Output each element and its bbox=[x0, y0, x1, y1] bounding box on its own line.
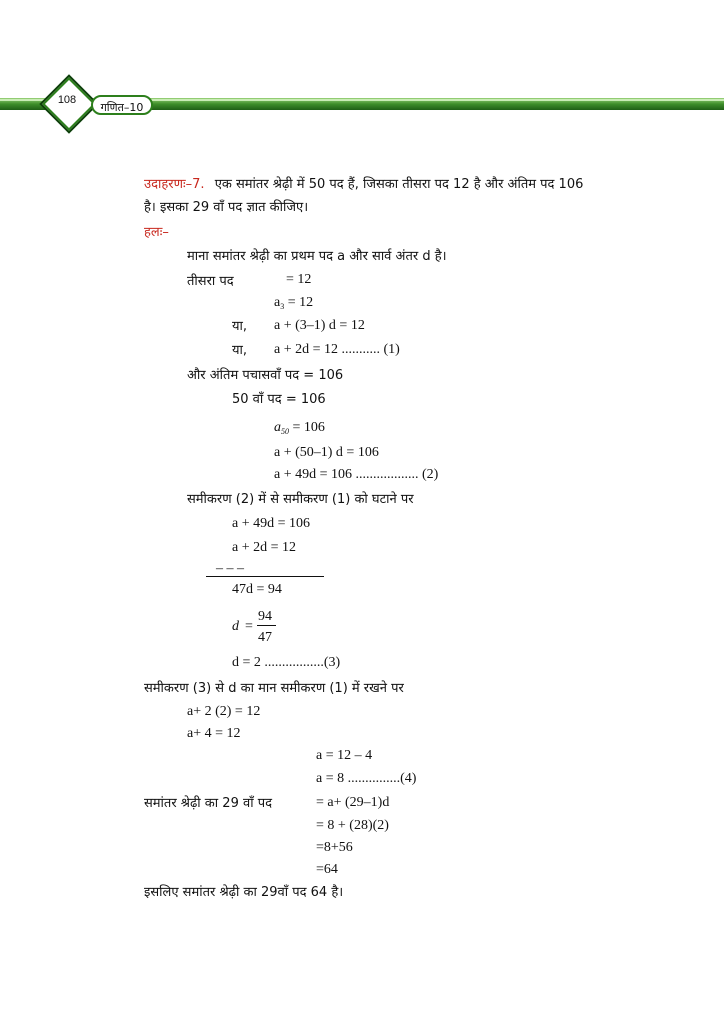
a50-subscript: 50 bbox=[281, 427, 289, 436]
third-term-value: = 12 bbox=[286, 272, 312, 287]
subtraction-result: 47d = 94 bbox=[232, 582, 282, 597]
subtraction-row-1: a + 49d = 106 bbox=[232, 516, 311, 531]
equation-a3 bbox=[274, 296, 313, 311]
third-term-label: तीसरा पद bbox=[187, 274, 234, 289]
example-text-line1: एक समांतर श्रेढ़ी में 50 पद हैं, जिसका तीसरा पद 12 है और अंतिम पद 106 bbox=[214, 177, 584, 192]
fraction-equals: = bbox=[245, 619, 253, 634]
conclusion: इसलिए समांतर श्रेढ़ी का 29वाँ पद 64 है। bbox=[144, 885, 344, 900]
ya-label-2: या, bbox=[232, 343, 248, 358]
page-number-badge bbox=[44, 79, 90, 125]
subtract-instruction: समीकरण (2) में से समीकरण (1) को घटाने पर bbox=[187, 492, 414, 507]
a-value-step: a = 12 – 4 bbox=[316, 748, 373, 763]
fraction-bar bbox=[257, 625, 276, 626]
substitute-instruction: समीकरण (3) से d का मान समीकरण (1) में रखने पर bbox=[144, 681, 404, 696]
page-number: 108 bbox=[57, 94, 77, 106]
equation-a50 bbox=[274, 421, 325, 436]
subtraction-row-2: a + 2d = 12 bbox=[232, 540, 297, 555]
subject-title: गणित–10 bbox=[100, 101, 144, 114]
subtraction-signs: – – – bbox=[216, 561, 244, 576]
twenty-ninth-term-label: समांतर श्रेढ़ी का 29 वाँ पद bbox=[144, 796, 272, 811]
equation-2: a + 49d = 106 .................. (2) bbox=[274, 467, 439, 482]
subject-tag bbox=[91, 95, 153, 115]
fraction-denominator: 47 bbox=[258, 630, 272, 645]
equation-3: d = 2 .................(3) bbox=[232, 655, 341, 670]
subtraction-rule bbox=[206, 576, 324, 577]
example-text-line2: है। इसका 29 वाँ पद ज्ञात कीजिए। bbox=[144, 200, 309, 215]
fiftieth-term-line: 50 वाँ पद = 106 bbox=[232, 392, 326, 407]
twenty-ninth-step-3: =64 bbox=[316, 862, 338, 877]
twenty-ninth-step-2: =8+56 bbox=[316, 840, 353, 855]
example-statement bbox=[144, 178, 583, 191]
last-term-line: और अंतिम पचासवाँ पद = 106 bbox=[187, 368, 344, 383]
a3-value: = 12 bbox=[284, 295, 314, 310]
fraction-numerator: 94 bbox=[258, 609, 272, 624]
twenty-ninth-step-1: = 8 + (28)(2) bbox=[316, 818, 389, 833]
equation-fiftieth-expanded: a + (50–1) d = 106 bbox=[274, 445, 379, 460]
a3-symbol: a bbox=[274, 295, 281, 310]
substitute-row-1: a+ 2 (2) = 12 bbox=[187, 704, 261, 719]
a50-value: = 106 bbox=[289, 420, 325, 435]
equation-1: a + 2d = 12 ........... (1) bbox=[274, 342, 400, 357]
substitute-row-2: a+ 4 = 12 bbox=[187, 726, 241, 741]
fraction-variable: d bbox=[232, 619, 239, 634]
solution-line-assume: माना समांतर श्रेढ़ी का प्रथम पद a और सार्व अंतर d है। bbox=[187, 249, 447, 264]
equation-third-term: a + (3–1) d = 12 bbox=[274, 318, 365, 333]
twenty-ninth-term-formula: = a+ (29–1)d bbox=[316, 795, 390, 810]
ya-label-1: या, bbox=[232, 319, 248, 334]
example-label: उदाहरणः–7. bbox=[144, 177, 205, 192]
a50-symbol: a bbox=[274, 420, 281, 435]
a3-subscript: 3 bbox=[280, 302, 285, 311]
solution-label: हलः– bbox=[144, 225, 169, 240]
equation-4: a = 8 ...............(4) bbox=[316, 771, 417, 786]
